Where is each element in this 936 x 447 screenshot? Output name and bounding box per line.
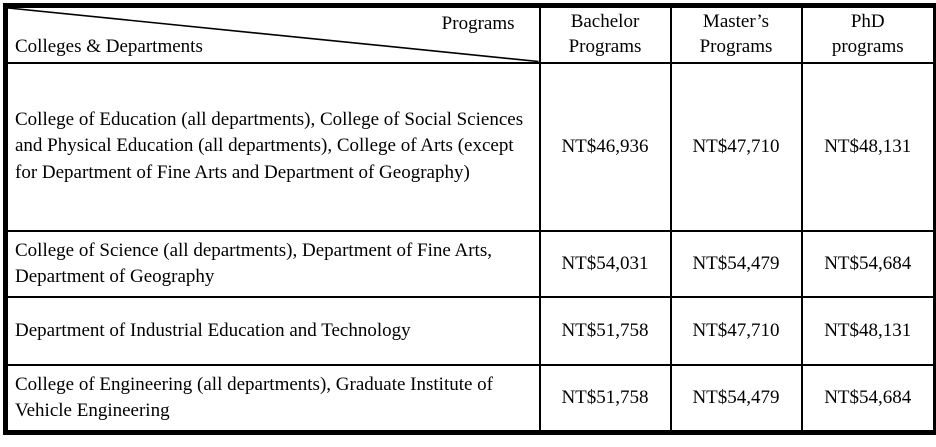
bachelor-fee-cell: NT$54,031: [540, 231, 671, 297]
table-row: [6, 231, 936, 297]
colleges-departments-axis-label: Colleges & Departments: [15, 35, 203, 57]
header-corner-cell: [6, 6, 540, 63]
masters-fee-cell: NT$54,479: [671, 365, 802, 433]
phd-fee-cell: NT$48,131: [802, 297, 936, 365]
header-row: [6, 6, 936, 63]
phd-fee-cell: NT$54,684: [802, 231, 936, 297]
department-cell: College of Education (all departments), College of Social Sciences and Physical Education (all departments), College of Arts (except for Department of Fine Arts and Department of Geography): [6, 63, 540, 231]
masters-fee-cell: NT$47,710: [671, 63, 802, 231]
column-header-phd-programs: PhD programs: [802, 6, 936, 63]
column-header-bachelor-programs: Bachelor Programs: [540, 6, 671, 63]
table-row: [6, 365, 936, 433]
table-row: [6, 297, 936, 365]
column-header-masters-programs: Master’s Programs: [671, 6, 802, 63]
programs-axis-label: Programs: [441, 13, 515, 34]
masters-fee-cell: NT$47,710: [671, 297, 802, 365]
department-cell: College of Engineering (all departments), Graduate Institute of Vehicle Engineering: [6, 365, 540, 433]
phd-fee-cell: NT$48,131: [802, 63, 936, 231]
bachelor-fee-cell: NT$51,758: [540, 365, 671, 433]
bachelor-fee-cell: NT$46,936: [540, 63, 671, 231]
department-cell: College of Science (all departments), Department of Fine Arts, Department of Geography: [6, 231, 540, 297]
department-cell: Department of Industrial Education and Technology: [6, 297, 540, 365]
masters-fee-cell: NT$54,479: [671, 231, 802, 297]
table-row: [6, 63, 936, 231]
phd-fee-cell: NT$54,684: [802, 365, 936, 433]
tuition-fee-table: [3, 3, 936, 435]
bachelor-fee-cell: NT$51,758: [540, 297, 671, 365]
